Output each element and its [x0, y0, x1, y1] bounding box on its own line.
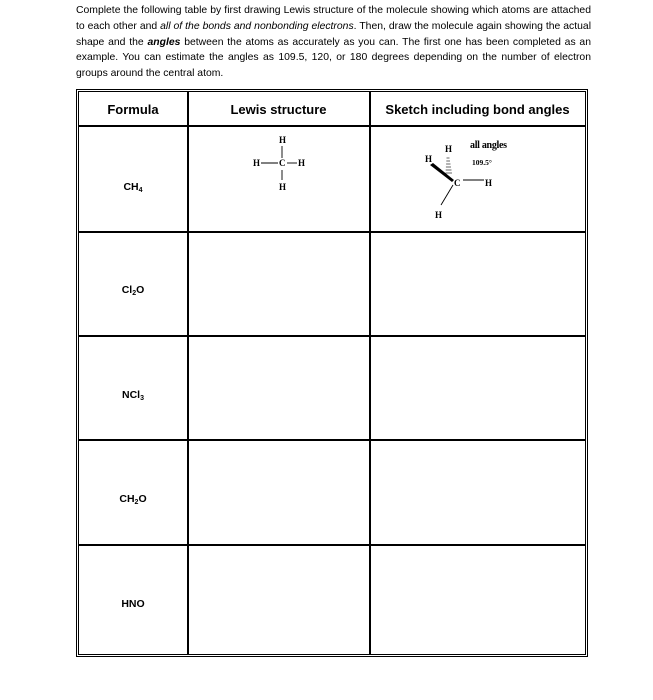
row-divider	[79, 335, 585, 337]
header-sketch: Sketch including bond angles	[385, 101, 570, 117]
row-divider	[79, 231, 585, 233]
column-divider	[369, 92, 371, 654]
formula-cl2o: $Cl_2O$	[121, 284, 145, 297]
formula-ch2o: $CH_2O$	[119, 493, 147, 506]
molecule-table	[76, 89, 588, 657]
formula-hno: HNO	[121, 598, 145, 610]
instructions-text-4: angles	[147, 36, 181, 48]
sketch-atom-h-top: H	[445, 144, 453, 154]
header-formula: Formula	[107, 101, 159, 117]
lewis-atom-h-bottom: H	[279, 182, 287, 192]
instructions-text-2: all of the bonds and nonbonding electrons	[160, 20, 354, 32]
lewis-atom-c-center: C	[279, 158, 286, 168]
instructions-text-3: . Then, draw the molecule again showing the actual shape and the	[76, 20, 592, 48]
angle-label-line1: all angles	[470, 140, 507, 151]
sketch-atom-c-center: C	[454, 178, 461, 188]
instructions-text-5: between the atoms as accurately as you can. The first one has been completed as an example. You can estimate the angles as 109.5, 120, or 180 degrees depending on the number of electron groups around the central atom.	[76, 36, 591, 80]
angle-label-line2: 109.5°	[472, 158, 492, 167]
lewis-atom-h-top: H	[279, 135, 287, 145]
sketch-atom-h-bottom: H	[435, 210, 443, 220]
sketch-atom-h-left: H	[425, 154, 433, 164]
formula-ncl3: NCl$_3$	[122, 389, 144, 402]
formula-ch4: $CH_4$	[123, 181, 143, 194]
instructions-paragraph	[76, 3, 591, 82]
lewis-bonds	[249, 132, 309, 192]
lewis-atom-h-right: H	[298, 158, 306, 168]
instructions-text-1: Complete the following table by first drawing Lewis structure of the molecule showing which atoms are attached to each other and	[76, 5, 591, 32]
column-divider	[187, 92, 189, 654]
sketch-atom-h-right: H	[485, 178, 493, 188]
header-lewis-structure: Lewis structure	[230, 101, 327, 117]
lewis-atom-h-left: H	[253, 158, 261, 168]
row-divider	[79, 544, 585, 546]
row-divider	[79, 439, 585, 441]
sketch-bonds	[419, 142, 499, 222]
